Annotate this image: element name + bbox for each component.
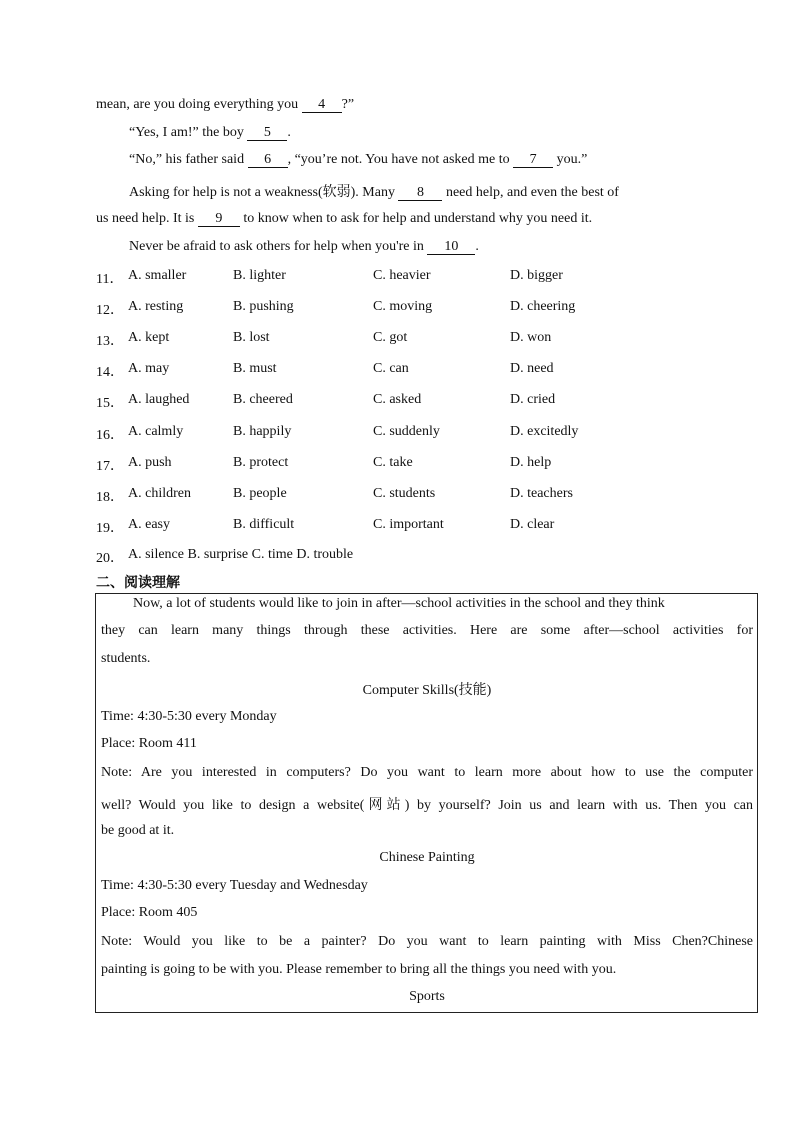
option-c[interactable]: C. can xyxy=(373,361,409,377)
question-row xyxy=(96,486,716,506)
blank-9[interactable]: 9 xyxy=(198,211,240,227)
activity-time-computer: Time: 4:30-5:30 every Monday xyxy=(101,709,277,724)
question-row xyxy=(96,268,716,288)
option-a[interactable]: A. may xyxy=(128,361,170,377)
activity-note-computer-2: well? Would you like to design a website(网站) by yourself? Join us and learn with us. Then you can xyxy=(101,798,753,813)
option-a[interactable]: A. kept xyxy=(128,330,170,346)
option-a[interactable]: A. smaller xyxy=(128,268,187,283)
question-row-20 xyxy=(96,547,716,567)
option-d[interactable]: D. won xyxy=(510,330,552,346)
option-c[interactable]: C. students xyxy=(373,485,436,501)
question-row xyxy=(96,517,716,537)
passage-line-6 xyxy=(129,239,479,255)
blank-5[interactable]: 5 xyxy=(247,125,287,141)
question-row xyxy=(96,330,716,350)
intro-line-1: Now, a lot of students would like to join in after—school activities in the school and they think xyxy=(133,596,665,611)
question-row xyxy=(96,299,716,319)
intro-line-2: they can learn many things through these activities. Here are some after—school activities for xyxy=(101,623,753,638)
option-d[interactable]: D. help xyxy=(510,454,552,470)
activity-time-painting: Time: 4:30-5:30 every Tuesday and Wednesday xyxy=(101,878,368,893)
activity-title-sports: Sports xyxy=(409,989,445,1004)
passage-line-4 xyxy=(129,181,619,201)
activity-note-painting-1: Note: Would you like to be a painter? Do you want to learn painting with Miss Chen?Chinese xyxy=(101,934,753,949)
question-row xyxy=(96,455,716,475)
option-b[interactable]: B. protect xyxy=(233,454,289,470)
question-number: 13． xyxy=(96,334,124,350)
text: . xyxy=(287,125,291,140)
activity-place-painting: Place: Room 405 xyxy=(101,905,198,920)
activity-note-painting-2: painting is going to be with you. Please remember to bring all the things you need with you. xyxy=(101,962,617,977)
blank-10[interactable]: 10 xyxy=(427,239,475,255)
option-c[interactable]: C. important xyxy=(373,516,444,532)
question-number: 19． xyxy=(96,520,124,536)
text: . xyxy=(475,239,479,254)
option-d[interactable]: D. bigger xyxy=(510,268,563,283)
option-b[interactable]: B. lost xyxy=(233,330,270,346)
activity-title-computer: Computer Skills(技能) xyxy=(362,683,492,698)
option-d[interactable]: D. teachers xyxy=(510,485,573,501)
option-d[interactable]: D. cried xyxy=(510,392,556,408)
option-c[interactable]: C. got xyxy=(373,330,408,346)
option-d[interactable]: D. cheering xyxy=(510,299,576,315)
passage-line-5 xyxy=(96,211,592,227)
option-b[interactable]: B. lighter xyxy=(233,268,286,283)
blank-6[interactable]: 6 xyxy=(248,152,288,168)
activity-title-painting: Chinese Painting xyxy=(379,850,475,865)
question-number: 16． xyxy=(96,427,124,443)
option-c[interactable]: C. asked xyxy=(373,392,422,408)
blank-8[interactable]: 8 xyxy=(398,185,442,201)
text: to know when to ask for help and understand why you need it. xyxy=(239,211,593,226)
question-number: 17． xyxy=(96,458,124,474)
reading-box xyxy=(95,593,758,1013)
text: you.” xyxy=(553,152,588,167)
text: “Yes, I am!” the boy xyxy=(129,125,248,140)
passage-line-2 xyxy=(129,125,291,141)
option-b[interactable]: B. happily xyxy=(233,423,292,439)
option-a[interactable]: A. easy xyxy=(128,516,170,532)
option-b[interactable]: B. must xyxy=(233,361,277,377)
question-number: 12． xyxy=(96,303,124,319)
question-number: 15． xyxy=(96,396,124,412)
text: ?” xyxy=(341,97,355,112)
text: us need help. It is xyxy=(96,211,198,226)
text: , “you’re not. You have not asked me to xyxy=(287,152,514,167)
question-row xyxy=(96,361,716,381)
option-c[interactable]: C. moving xyxy=(373,299,433,315)
option-d[interactable]: D. need xyxy=(510,361,554,377)
option-c[interactable]: C. suddenly xyxy=(373,423,440,439)
option-b[interactable]: B. difficult xyxy=(233,516,295,532)
option-b[interactable]: B. pushing xyxy=(233,299,294,315)
text: “No,” his father said xyxy=(129,152,248,167)
option-b[interactable]: B. cheered xyxy=(233,392,293,408)
activity-note-computer-3: be good at it. xyxy=(101,823,175,838)
option-a[interactable]: A. calmly xyxy=(128,423,184,439)
blank-7[interactable]: 7 xyxy=(513,152,553,168)
text: need help, and even the best of xyxy=(442,185,619,200)
option-d[interactable]: D. clear xyxy=(510,516,555,532)
option-b[interactable]: B. people xyxy=(233,485,287,501)
text: Asking for help is not a weakness(软弱). Many xyxy=(129,185,399,200)
question-row xyxy=(96,424,716,444)
question-number: 11． xyxy=(96,272,124,287)
question-number: 20． xyxy=(96,551,124,566)
question-number: 18． xyxy=(96,489,124,505)
passage-line-1 xyxy=(96,97,354,113)
option-d[interactable]: D. excitedly xyxy=(510,423,579,439)
option-a[interactable]: A. resting xyxy=(128,299,184,315)
option-c[interactable]: C. take xyxy=(373,454,413,470)
passage-line-3 xyxy=(129,152,587,168)
question-row xyxy=(96,392,716,412)
option-a[interactable]: A. push xyxy=(128,454,172,470)
text: Never be afraid to ask others for help when you're in xyxy=(129,239,428,254)
activity-place-computer: Place: Room 411 xyxy=(101,736,197,751)
option-c[interactable]: C. heavier xyxy=(373,268,431,283)
blank-4[interactable]: 4 xyxy=(302,97,342,113)
text: mean, are you doing everything you xyxy=(96,97,302,112)
section-title: 二、阅读理解 xyxy=(96,575,180,591)
option-a[interactable]: A. children xyxy=(128,485,191,501)
intro-line-3: students. xyxy=(101,651,151,666)
question-number: 14． xyxy=(96,365,124,381)
question-options[interactable]: A. silence B. surprise C. time D. trouble xyxy=(128,547,354,562)
activity-note-computer-1: Note: Are you interested in computers? Do you want to learn more about how to use the computer xyxy=(101,765,753,780)
option-a[interactable]: A. laughed xyxy=(128,392,190,408)
